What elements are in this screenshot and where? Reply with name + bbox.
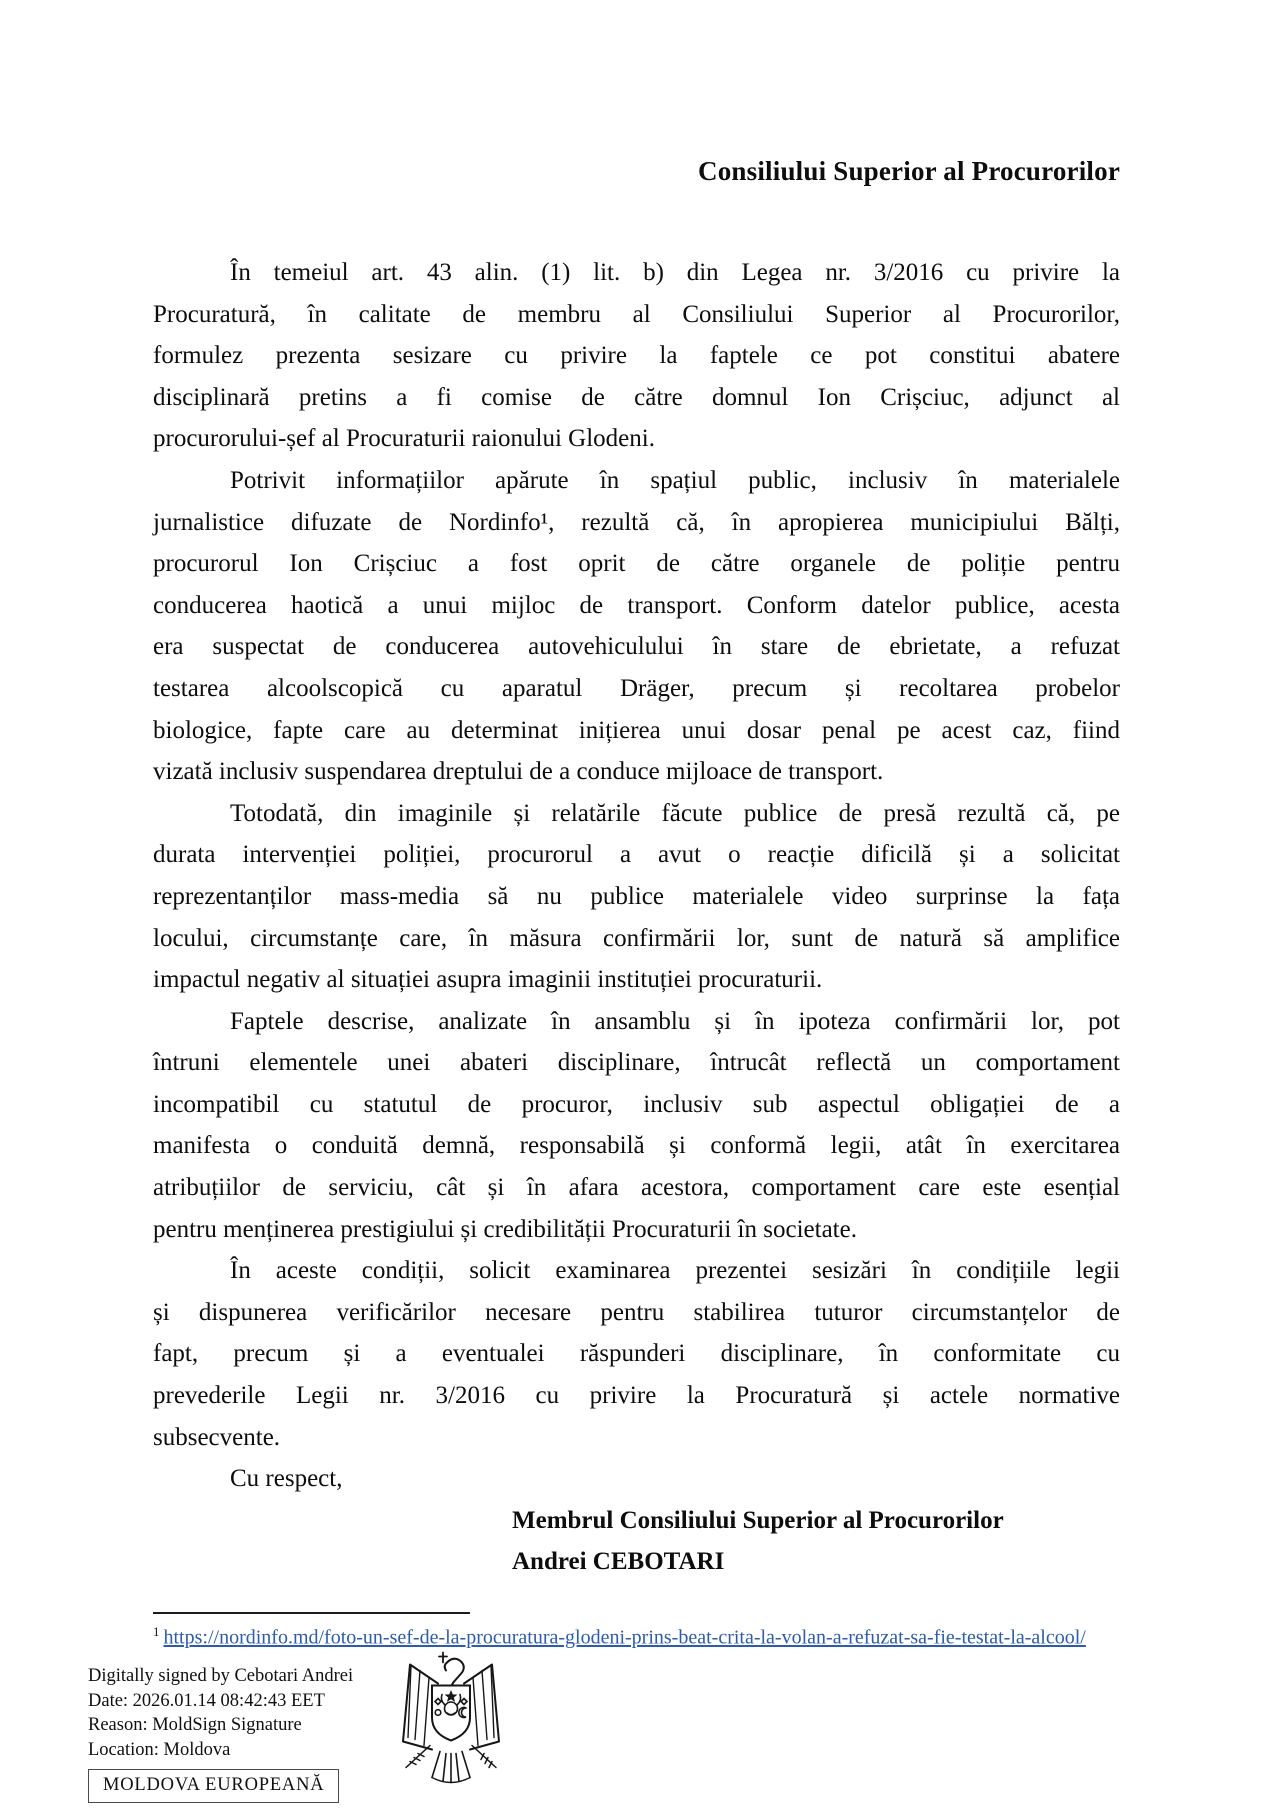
body-text-line: În temeiul art. 43 alin. (1) lit. b) din Legea nr. 3/2016 cu privire la bbox=[230, 259, 1120, 286]
moldova-coat-of-arms-icon bbox=[396, 1648, 506, 1796]
body-text-line: pentru menținerea prestigiului și credibilității Procuraturii în societate. bbox=[153, 1215, 857, 1243]
body-text-line: durata intervenției poliției, procurorul a avut o reacție dificilă și a solicitat bbox=[153, 841, 1120, 869]
body-text-line: conducerea haotică a unui mijloc de transport. Conform datelor publice, acesta bbox=[153, 591, 1120, 619]
body-text-line: Procuratură, în calitate de membru al Consiliului Superior al Procurorilor, bbox=[153, 300, 1120, 328]
body-text-line: prevederile Legii nr. 3/2016 cu privire la Procuratură și actele normative bbox=[153, 1382, 1120, 1410]
body-text-line: impactul negativ al situației asupra imaginii instituției procuraturii. bbox=[153, 966, 823, 994]
body-text-line: fapt, precum și a eventualei răspunderi disciplinare, în conformitate cu bbox=[153, 1340, 1120, 1368]
signature-detail-line: Reason: MoldSign Signature bbox=[88, 1715, 302, 1735]
body-text-line: În aceste condiții, solicit examinarea prezentei sesizări în condițiile legii bbox=[230, 1257, 1120, 1285]
footnote bbox=[153, 1624, 1213, 1650]
body-text-line: Totodată, din imaginile și relatările făcute publice de presă rezultă că, pe bbox=[230, 799, 1120, 827]
footnote-link[interactable]: https://nordinfo.md/foto-un-sef-de-la-procuratura-glodeni-prins-beat-crita-la-volan-a-refuzat-sa-fie-testat-la-alcool/ bbox=[163, 1626, 1086, 1649]
signature-block bbox=[512, 1500, 1120, 1583]
body-text-line: procurorului-șef al Procuraturii raionului Glodeni. bbox=[153, 425, 655, 453]
body-text-line: întruni elementele unei abateri disciplinare, întrucât reflectă un comportament bbox=[153, 1049, 1120, 1077]
body-text-line: reprezentanților mass-media să nu publice materialele video surprinse la fața bbox=[153, 882, 1120, 910]
body-text-line: disciplinară pretins a fi comise de către domnul Ion Crișciuc, adjunct al bbox=[153, 383, 1120, 411]
document-body bbox=[153, 252, 1120, 1583]
closing-phrase: Cu respect, bbox=[230, 1465, 343, 1493]
body-text-line: formulez prezenta sesizare cu privire la faptele ce pot constitui abatere bbox=[153, 342, 1120, 370]
body-text-line: procurorul Ion Crișciuc a fost oprit de către organele de poliție pentru bbox=[153, 550, 1120, 578]
body-text-line: manifesta o conduită demnă, responsabilă și conformă legii, atât în exercitarea bbox=[153, 1132, 1120, 1160]
digital-signature-panel bbox=[88, 1664, 353, 1803]
body-text-line: incompatibil cu statutul de procuror, inclusiv sub aspectul obligației de a bbox=[153, 1090, 1120, 1118]
body-text-line: testarea alcoolscopică cu aparatul Dräger, precum și recoltarea probelor bbox=[153, 674, 1120, 702]
signatory-name: Andrei CEBOTARI bbox=[512, 1548, 725, 1576]
body-text-line: locului, circumstanțe care, în măsura confirmării lor, sunt de natură să amplifice bbox=[153, 924, 1120, 952]
body-text-line: jurnalistice difuzate de Nordinfo¹, rezultă că, în apropierea municipiului Bălți, bbox=[153, 508, 1120, 536]
signature-detail-line: Digitally signed by Cebotari Andrei bbox=[88, 1666, 354, 1686]
footnote-marker: 1 bbox=[153, 1624, 160, 1639]
body-text-line: era suspectat de conducerea autovehiculului în stare de ebrietate, a refuzat bbox=[153, 633, 1120, 661]
body-text-line: Potrivit informațiilor apărute în spațiul public, inclusiv în materialele bbox=[230, 466, 1120, 494]
footnote-separator bbox=[153, 1612, 470, 1614]
document-title: Consiliului Superior al Procurorilor bbox=[698, 156, 1120, 186]
moldova-europeana-stamp: MOLDOVA EUROPEANĂ bbox=[88, 1769, 339, 1803]
signatory-role: Membrul Consiliului Superior al Procurorilor bbox=[512, 1506, 1004, 1534]
body-text-line: atribuțiilor de serviciu, cât și în afara acestora, comportament care este esențial bbox=[153, 1174, 1120, 1202]
body-text-line: și dispunerea verificărilor necesare pentru stabilirea tuturor circumstanțelor de bbox=[153, 1298, 1120, 1326]
body-text-line: vizată inclusiv suspendarea dreptului de a conduce mijloace de transport. bbox=[153, 758, 884, 786]
body-text-line: subsecvente. bbox=[153, 1423, 281, 1451]
digital-signature-lines bbox=[88, 1664, 353, 1762]
signature-detail-line: Date: 2026.01.14 08:42:43 EET bbox=[88, 1690, 325, 1711]
body-text-line: biologice, fapte care au determinat inițierea unui dosar penal pe acest caz, fiind bbox=[153, 716, 1120, 744]
body-text-line: Faptele descrise, analizate în ansamblu și în ipoteza confirmării lor, pot bbox=[230, 1007, 1120, 1035]
signature-detail-line: Location: Moldova bbox=[88, 1739, 231, 1760]
